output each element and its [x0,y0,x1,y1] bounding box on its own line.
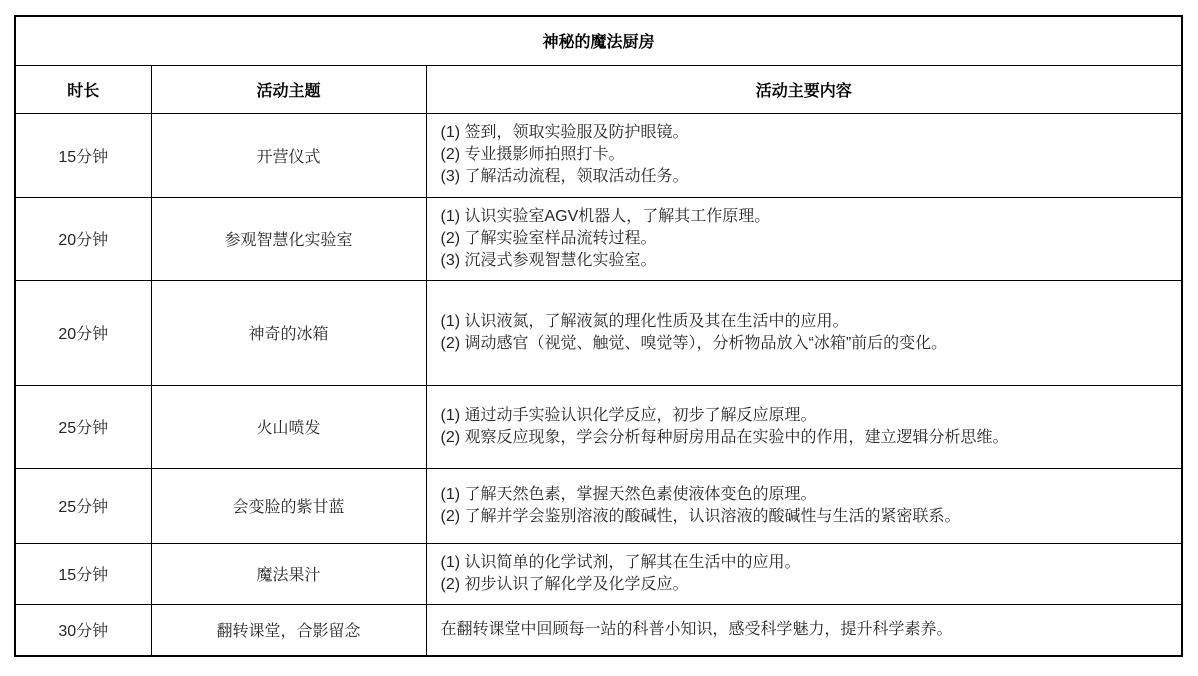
table-row [15,385,1182,468]
content-line: (2) 了解实验室样品流转过程。 [440,229,657,247]
table-row [15,280,1182,385]
table-title: 神秘的魔法厨房 [15,16,1182,65]
header-content: 活动主要内容 [426,65,1182,113]
content-cell [426,604,1182,656]
content-cell [426,385,1182,468]
theme-cell: 神奇的冰箱 [151,280,426,385]
content-line: (1) 认识液氮，了解液氮的理化性质及其在生活中的应用。 [440,312,849,330]
duration-cell: 15分钟 [15,543,151,604]
table-row [15,197,1182,280]
theme-cell: 会变脸的紫甘蓝 [151,468,426,543]
content-line: (3) 了解活动流程，领取活动任务。 [440,168,689,185]
content-line: (2) 了解并学会鉴别溶液的酸碱性，认识溶液的酸碱性与生活的紧密联系。 [440,507,961,525]
content-line: (1) 认识实验室AGV机器人，了解其工作原理。 [440,207,771,225]
duration-cell: 20分钟 [15,280,151,385]
content-line: (1) 认识简单的化学试剂，了解其在生活中的应用。 [440,553,801,571]
duration-cell: 25分钟 [15,468,151,543]
content-cell [426,543,1182,604]
content-line: (2) 调动感官（视觉、触觉、嗅觉等），分析物品放入“冰箱”前后的变化。 [440,334,948,352]
duration-cell: 15分钟 [15,113,151,197]
content-line: (1) 签到，领取实验服及防护眼镜。 [440,124,689,141]
duration-cell: 25分钟 [15,385,151,468]
content-cell [426,280,1182,385]
content-cell [426,113,1182,197]
content-cell [426,468,1182,543]
content-line: (3) 沉浸式参观智慧化实验室。 [440,251,657,269]
content-line: (2) 观察反应现象，学会分析每种厨房用品在实验中的作用，建立逻辑分析思维。 [440,428,1009,446]
theme-cell: 开营仪式 [151,113,426,197]
table-row [15,468,1182,543]
content-line: (2) 初步认识了解化学及化学反应。 [440,575,689,593]
header-theme: 活动主题 [151,65,426,113]
theme-cell: 火山喷发 [151,385,426,468]
activity-schedule-table [14,15,1183,657]
duration-cell: 30分钟 [15,604,151,656]
table-header-row [15,65,1182,113]
table-row [15,604,1182,656]
duration-cell: 20分钟 [15,197,151,280]
theme-cell: 魔法果汁 [151,543,426,604]
table-row [15,543,1182,604]
theme-cell: 参观智慧化实验室 [151,197,426,280]
table-row [15,113,1182,197]
content-cell [426,197,1182,280]
content-line: (1) 了解天然色素，掌握天然色素使液体变色的原理。 [440,485,817,503]
table-title-row [15,16,1182,65]
header-duration: 时长 [15,65,151,113]
content-line: (1) 通过动手实验认识化学反应，初步了解反应原理。 [440,406,817,424]
theme-cell: 翻转课堂，合影留念 [151,604,426,656]
content-line: 在翻转课堂中回顾每一站的科普小知识，感受科学魅力，提升科学素养。 [440,620,953,638]
content-line: (2) 专业摄影师拍照打卡。 [440,146,625,163]
